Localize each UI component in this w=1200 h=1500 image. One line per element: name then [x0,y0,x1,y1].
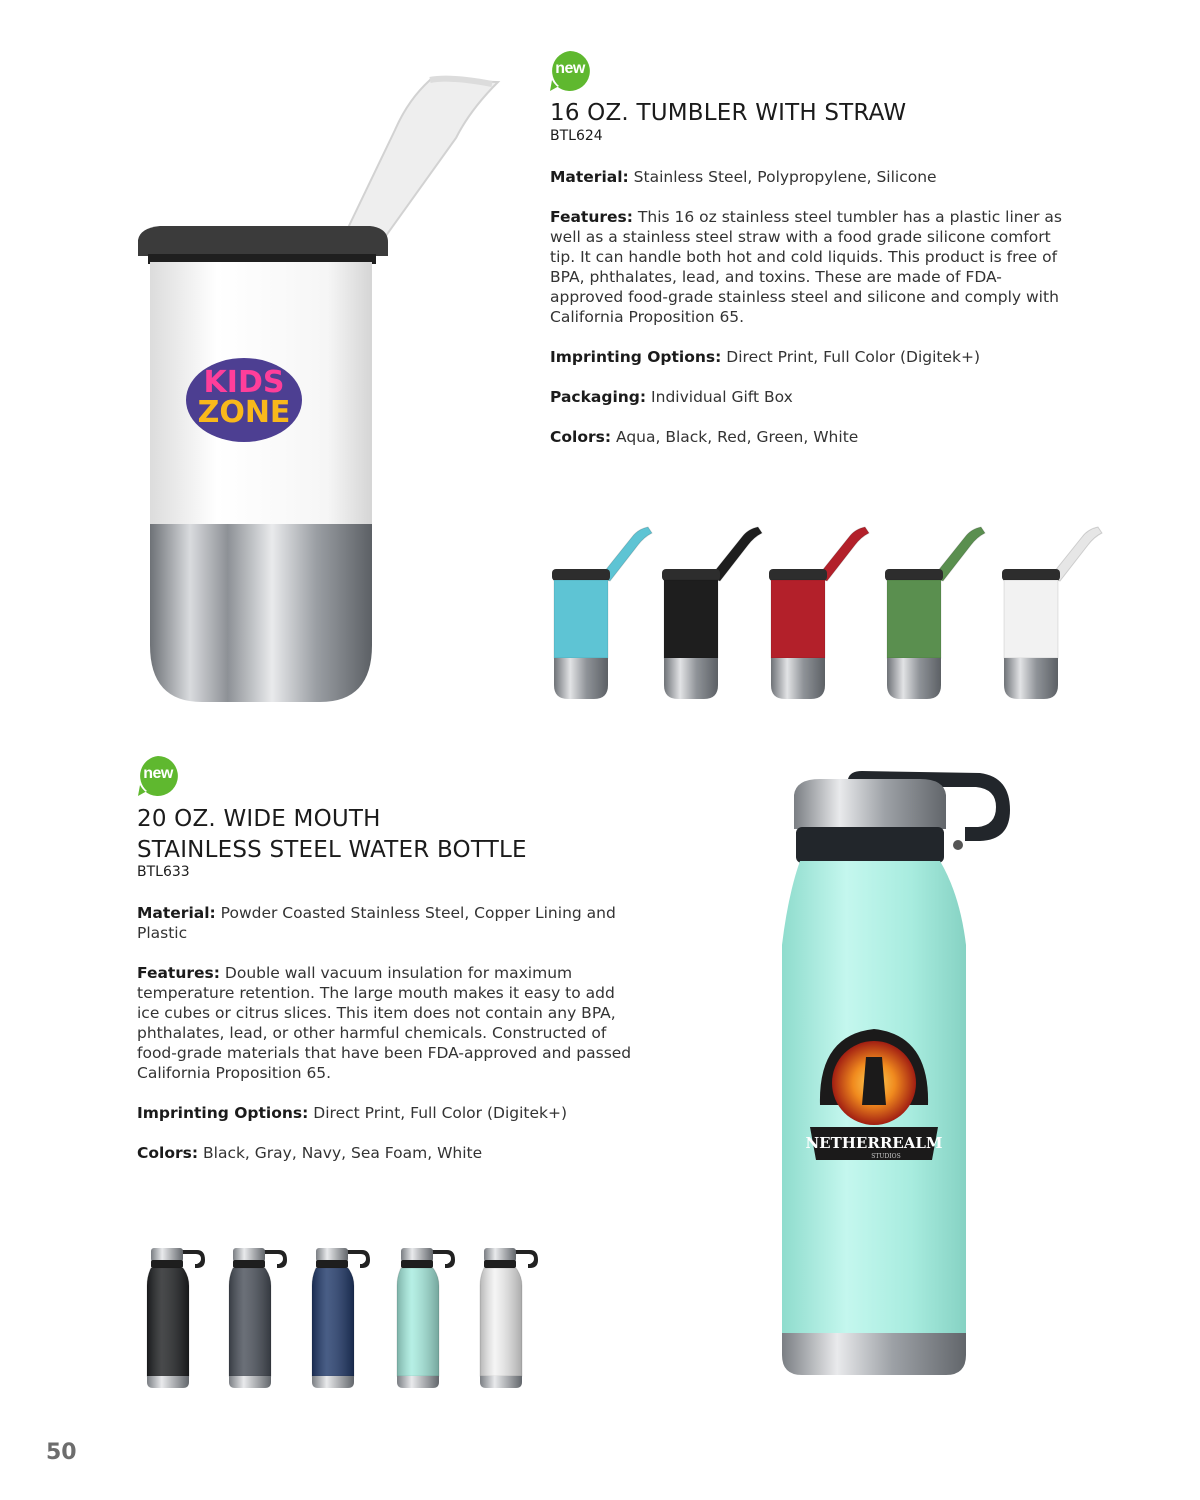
product-sku: BTL633 [137,864,190,880]
new-badge: new [549,50,591,92]
features-spec: Features: Double wall vacuum insulation for maximum temperature retention. The large mouth makes it easy to add ice cubes or citrus slices. This item does not contain any BPA, phthalates, lead, or other harmful chemicals. Constructed of food-grade materials that have been FDA-approved and passed California Proposition 65. [137,964,632,1082]
bottle-main-image [770,765,1020,1385]
product-title-line2: STAINLESS STEEL WATER BOTTLE [137,837,527,863]
product-title-line1: 20 OZ. WIDE MOUTH [137,806,381,832]
svg-text:STUDIOS: STUDIOS [871,1153,901,1160]
features-spec: Features: This 16 oz stainless steel tumbler has a plastic liner as well as a stainless steel straw with a food grade silicone comfort tip. It can handle both hot and cold liquids. This product is free of BPA, phthalates, lead, and toxins. These are made of FDA-approved food-grade stainless steel and silicone and comply with California Proposition 65. [550,208,1062,326]
material-spec: Material: Stainless Steel, Polypropylene, Silicone [550,168,937,186]
colors-spec: Colors: Black, Gray, Navy, Sea Foam, White [137,1144,483,1162]
tumbler-variant [769,527,869,699]
new-badge: new [137,755,179,797]
tumbler-variant [885,527,985,699]
page-number: 50 [46,1440,77,1465]
material-spec: Material: Powder Coasted Stainless Steel, Copper Lining and Plastic [137,904,616,942]
tumbler-variant [662,527,762,699]
imprinting-spec: Imprinting Options: Direct Print, Full Color (Digitek+) [137,1104,568,1122]
product-title: 16 OZ. TUMBLER WITH STRAW [550,100,907,126]
tumbler-variant [1002,527,1102,699]
bottle-variant [147,1248,205,1388]
imprinting-spec: Imprinting Options: Direct Print, Full Color (Digitek+) [550,348,981,366]
svg-text:KIDS: KIDS [203,365,285,400]
colors-spec: Colors: Aqua, Black, Red, Green, White [550,428,859,446]
svg-text:NETHERREALM: NETHERREALM [805,1134,943,1152]
tumbler-variant [552,527,652,699]
bottle-variant [229,1248,287,1388]
svg-text:ZONE: ZONE [197,395,291,430]
packaging-spec: Packaging: Individual Gift Box [550,388,793,406]
bottle-variant [312,1248,370,1388]
bottle-variant [397,1248,455,1388]
tumbler-main-image [130,70,510,710]
bottle-variant [480,1248,538,1388]
kids-zone-logo [186,358,302,442]
tumbler-color-variants [545,525,1105,705]
bottle-color-variants [140,1240,550,1400]
product-sku: BTL624 [550,128,603,144]
